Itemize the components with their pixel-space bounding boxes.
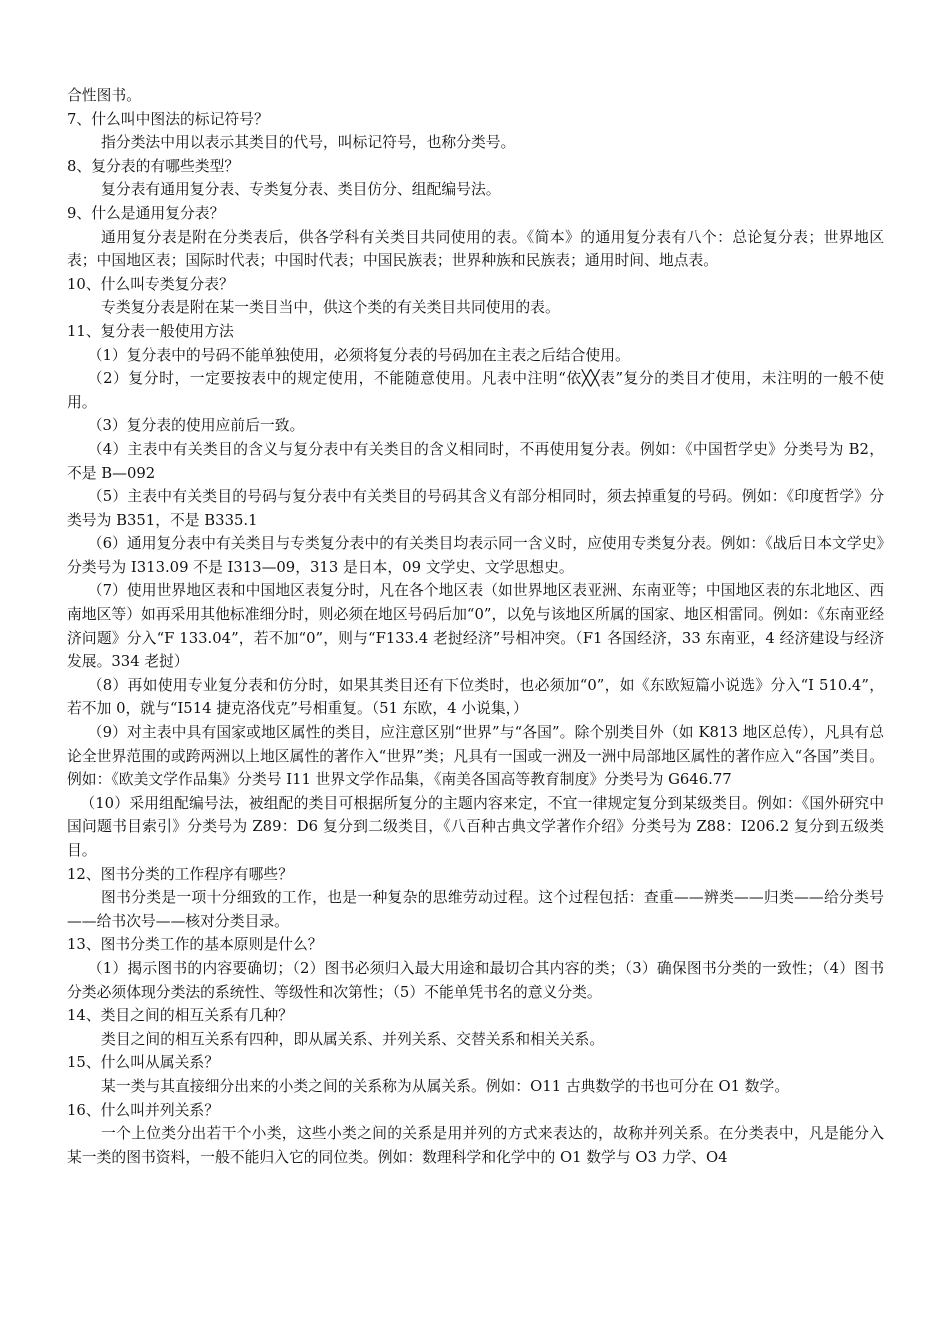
question-heading: 15、什么叫从属关系？ (67, 1054, 220, 1072)
list-item: （3）复分表的使用应前后一致。 (87, 417, 305, 435)
list-item: （10）采用组配编号法，被组配的类目可根据所复分的主题内容来定，不宜一律规定复分到某级类目。例如：《国外研究中国问题书目索引》分类号为 Z89：D6 复分到二级类目，《八百种古典文学著作介绍》分类号为 Z88：I206.2 复分到五级类目。 (67, 794, 884, 859)
list-item: （4）主表中有关类目的含义与复分表中有关类目的含义相同时，不再使用复分表。例如：《中国哲学史》分类号为 B2，不是 B—092 (67, 440, 884, 482)
list-item: （1）复分表中的号码不能单独使用，必须将复分表的号码加在主表之后结合使用。 (87, 346, 630, 364)
question-heading: 8、复分表的有哪些类型？ (67, 157, 240, 175)
question-heading: 7、什么叫中图法的标记符号？ (67, 110, 269, 128)
list-item: （1）揭示图书的内容要确切；（2）图书必须归入最大用途和最切合其内容的类；（3）确保图书分类的一致性；（4）图书分类必须体现分类法的系统性、等级性和次第性；（5）不能单凭书名的意义分类。 (67, 959, 884, 1001)
question-heading: 11、复分表一般使用方法 (67, 322, 234, 340)
question-heading: 9、什么是通用复分表？ (67, 204, 225, 222)
question-heading: 10、什么叫专类复分表？ (67, 275, 234, 293)
answer-paragraph: 通用复分表是附在分类表后，供各学科有关类目共同使用的表。《简本》的通用复分表有八个：总论复分表；世界地区表；中国地区表；国际时代表；中国时代表；中国民族表；世界种族和民族表；通用时间、地点表。 (67, 228, 884, 270)
list-item: （6）通用复分表中有关类目与专类复分表中的有关类目均表示同一含义时，应使用专类复分表。例如：《战后日本文学史》分类号为 I313.09 不是 I313—09，313 是日本，09 文学史、文学思想史。 (67, 535, 884, 576)
answer-paragraph: 一个上位类分出若干个小类，这些小类之间的关系是用并列的方式来表达的，故称并列关系。在分类表中，凡是能分入某一类的图书资料，一般不能归入它的同位类。例如：数理科学和化学中的 O1 数学与 O3 力学、O4 (67, 1125, 884, 1166)
answer-paragraph: 指分类法中用以表示其类目的代号，叫标记符号，也称分类号。 (101, 134, 516, 152)
list-item: （8）再如使用专业复分表和仿分时，如果其类目还有下位类时，也必须加“0”，如《东欧短篇小说选》分入“I 510.4”，若不加 0，就与“I514 捷克洛伐克”号相重复。（51 东欧，4 小说集，） (67, 676, 884, 718)
question-heading: 14、类目之间的相互关系有几种？ (67, 1007, 293, 1025)
question-heading: 13、图书分类工作的基本原则是什么？ (67, 936, 323, 954)
answer-paragraph: 图书分类是一项十分细致的工作，也是一种复杂的思维劳动过程。这个过程包括：查重——辨类——归类——给分类号——给书次号——核对分类目录。 (67, 889, 884, 930)
list-item: （7）使用世界地区表和中国地区表复分时，凡在各个地区表（如世界地区表亚洲、东南亚等；中国地区表的东北地区、西南地区等）如再采用其他标准细分时，则必须在地区号码后加“0”，以免与该地区所属的国家、地区相雷同。例如：《东南亚经济问题》分入“F 133.04”，若不加“0”，则与“F133.4 老挝经济”号相冲突。（F1 各国经济，33 东南亚，4 经济建设与经济发展。334 老挝） (67, 582, 884, 671)
answer-paragraph: 某一类与其直接细分出来的小类之间的关系称为从属关系。例如：O11 古典数学的书也可分在 O1 数学。 (101, 1077, 790, 1095)
answer-paragraph: 专类复分表是附在某一类目当中，供这个类的有关类目共同使用的表。 (101, 299, 560, 317)
list-item: （5）主表中有关类目的号码与复分表中有关类目的号码其含义有部分相同时，须去掉重复的号码。例如：《印度哲学》分类号为 B351，不是 B335.1 (67, 488, 884, 529)
list-item: （9）对主表中具有国家或地区属性的类目，应注意区别“世界”与“各国”。除个别类目外（如 K813 地区总传），凡具有总论全世界范围的或跨两洲以上地区属性的著作入“世界”类；凡具有一国或一洲及一洲中局部地区属性的著作应入“各国”类目。例如：《欧美文学作品集》分类号 I11 世界文学作品集，《南美各国高等教育制度》分类号为 G646.77 (67, 724, 884, 789)
list-item: （2）复分时，一定要按表中的规定使用，不能随意使用。凡表中注明“依╳╳表”复分的类目才使用，未注明的一般不使用。 (67, 370, 884, 411)
answer-paragraph: 复分表有通用复分表、专类复分表、类目仿分、组配编号法。 (101, 181, 501, 199)
question-heading: 16、什么叫并列关系？ (67, 1101, 220, 1119)
answer-paragraph: 类目之间的相互关系有四种，即从属关系、并列关系、交替关系和相关关系。 (101, 1030, 605, 1048)
text-line: 合性图书。 (67, 87, 141, 104)
question-heading: 12、图书分类的工作程序有哪些？ (67, 865, 293, 883)
